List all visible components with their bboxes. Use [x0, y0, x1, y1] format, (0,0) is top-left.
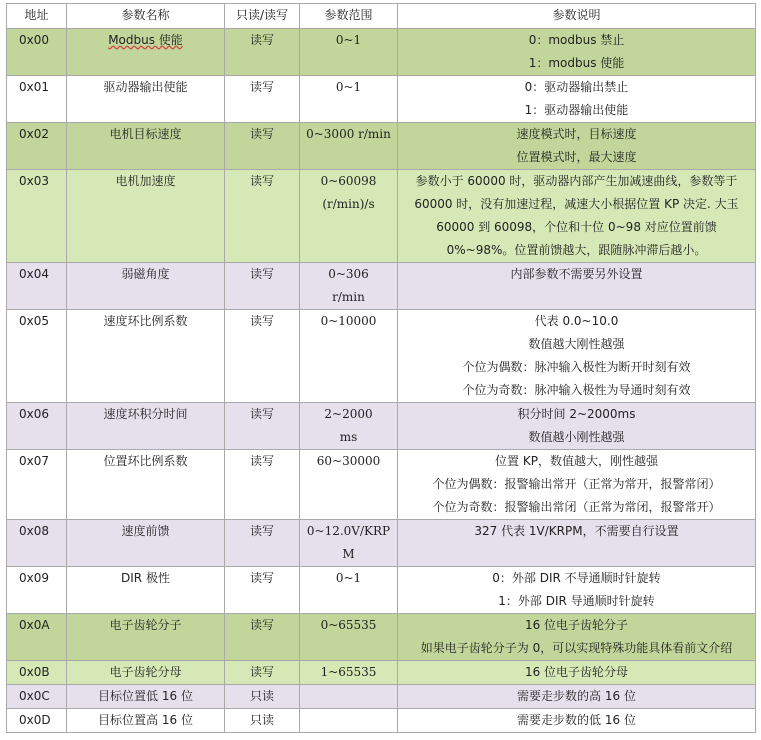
range-line: 0~3000 r/min	[306, 127, 391, 141]
cell-description	[398, 709, 756, 733]
cell-range	[300, 76, 398, 123]
cell-name: 目标位置低 16 位	[67, 685, 225, 709]
range-line: 2~2000	[324, 407, 373, 421]
cell-access: 读写	[225, 263, 300, 310]
range-line: (r/min)/s	[322, 197, 375, 211]
cell-name: 电子齿轮分子	[67, 614, 225, 661]
table-row	[7, 614, 756, 661]
desc-line: 16 位电子齿轮分母	[524, 665, 629, 679]
desc-line: 位置模式时，最大速度	[516, 150, 637, 164]
cell-name: 弱磁角度	[67, 263, 225, 310]
cell-name: 位置环比例系数	[67, 450, 225, 520]
desc-line: 16 位电子齿轮分子	[524, 618, 629, 632]
range-line: 0~12.0V/KRP	[306, 524, 391, 538]
parameter-table	[6, 3, 756, 733]
cell-address: 0x06	[7, 403, 67, 450]
cell-range	[300, 310, 398, 403]
cell-description	[398, 263, 756, 310]
cell-range	[300, 170, 398, 263]
cell-address: 0x09	[7, 567, 67, 614]
cell-description	[398, 520, 756, 567]
desc-line: 1：modbus 使能	[528, 56, 625, 70]
table-row	[7, 661, 756, 685]
cell-description	[398, 310, 756, 403]
cell-address: 0x05	[7, 310, 67, 403]
desc-line: 1：驱动器输出使能	[524, 103, 629, 117]
cell-name: 目标位置高 16 位	[67, 709, 225, 733]
desc-line: 位置 KP，数值越大，刚性越强	[495, 454, 658, 468]
cell-name: 电机目标速度	[67, 123, 225, 170]
cell-address: 0x08	[7, 520, 67, 567]
range-line: 0~10000	[320, 314, 377, 328]
cell-address: 0x03	[7, 170, 67, 263]
desc-line: 个位为奇数：脉冲输入极性为导通时刻有效	[462, 383, 691, 397]
desc-line: 速度模式时，目标速度	[516, 127, 637, 141]
desc-line: 0：外部 DIR 不导通顺时针旋转	[492, 571, 661, 585]
cell-name: 驱动器输出使能	[67, 76, 225, 123]
cell-range	[300, 520, 398, 567]
table-row	[7, 170, 756, 263]
cell-range	[300, 567, 398, 614]
cell-name	[67, 29, 225, 76]
cell-description	[398, 567, 756, 614]
desc-line: 数值越小刚性越强	[528, 430, 625, 444]
desc-line: 1：外部 DIR 导通顺时针旋转	[498, 594, 655, 608]
cell-access: 读写	[225, 29, 300, 76]
range-line: r/min	[332, 290, 365, 304]
table-row	[7, 685, 756, 709]
cell-range	[300, 263, 398, 310]
cell-description	[398, 76, 756, 123]
table-row	[7, 567, 756, 614]
range-line: 0~1	[335, 80, 362, 94]
table-row	[7, 123, 756, 170]
desc-paragraph: 参数小于 60000 时，驱动器内部产生加减速曲线，参数等于 60000 时，没有加速过程，减速大小根据位置 KP 决定. 大玉 60000 到 60098，个位和十位 0~98 对应位置前馈 0%~98%。位置前馈越大，跟随脉冲滞后越小。	[414, 174, 739, 257]
range-line: 0~65535	[320, 618, 377, 632]
range-line: ms	[339, 430, 358, 444]
cell-name: 电子齿轮分母	[67, 661, 225, 685]
desc-line: 个位为偶数：报警输出常开（正常为常开，报警常闭）	[432, 477, 721, 491]
desc-line: 内部参数不需要另外设置	[510, 267, 643, 281]
cell-address: 0x0B	[7, 661, 67, 685]
cell-range	[300, 709, 398, 733]
cell-range	[300, 403, 398, 450]
desc-line: 数值越大刚性越强	[528, 337, 625, 351]
cell-address: 0x04	[7, 263, 67, 310]
cell-description	[398, 450, 756, 520]
cell-address: 0x02	[7, 123, 67, 170]
cell-name: 速度前馈	[67, 520, 225, 567]
cell-access: 只读	[225, 709, 300, 733]
table-row	[7, 310, 756, 403]
cell-description	[398, 170, 756, 263]
cell-range	[300, 450, 398, 520]
desc-line: 0：驱动器输出禁止	[524, 80, 629, 94]
cell-access: 读写	[225, 123, 300, 170]
desc-line: 个位为偶数：脉冲输入极性为断开时刻有效	[462, 360, 691, 374]
header-address: 地址	[7, 4, 67, 29]
header-row	[7, 4, 756, 29]
cell-access: 读写	[225, 403, 300, 450]
table-row	[7, 263, 756, 310]
desc-line: 327 代表 1V/KRPM，不需要自行设置	[474, 524, 679, 538]
header-name: 参数名称	[67, 4, 225, 29]
table-row	[7, 709, 756, 733]
header-range: 参数范围	[300, 4, 398, 29]
range-line: 1~65535	[320, 665, 377, 679]
cell-access: 读写	[225, 76, 300, 123]
header-description: 参数说明	[398, 4, 756, 29]
desc-line: 0：modbus 禁止	[528, 33, 625, 47]
cell-access: 只读	[225, 685, 300, 709]
cell-address: 0x01	[7, 76, 67, 123]
cell-access: 读写	[225, 310, 300, 403]
cell-name: 速度环比例系数	[67, 310, 225, 403]
table-row	[7, 403, 756, 450]
cell-range	[300, 685, 398, 709]
cell-access: 读写	[225, 567, 300, 614]
cell-address: 0x0C	[7, 685, 67, 709]
cell-range	[300, 661, 398, 685]
range-line: 0~60098	[320, 174, 377, 188]
desc-line: 代表 0.0~10.0	[534, 314, 619, 328]
cell-address: 0x0D	[7, 709, 67, 733]
cell-description	[398, 661, 756, 685]
cell-access: 读写	[225, 661, 300, 685]
cell-description	[398, 685, 756, 709]
cell-access: 读写	[225, 450, 300, 520]
cell-description	[398, 403, 756, 450]
range-line: 60~30000	[316, 454, 381, 468]
table-row	[7, 450, 756, 520]
desc-line: 个位为奇数：报警输出常闭（正常为常闭，报警常开）	[432, 500, 721, 514]
cell-address: 0x0A	[7, 614, 67, 661]
range-line: 0~1	[335, 571, 362, 585]
header-access: 只读/读写	[225, 4, 300, 29]
cell-access: 读写	[225, 170, 300, 263]
cell-description	[398, 614, 756, 661]
cell-access: 读写	[225, 520, 300, 567]
table-row	[7, 76, 756, 123]
cell-address: 0x00	[7, 29, 67, 76]
cell-range	[300, 614, 398, 661]
table-row	[7, 520, 756, 567]
cell-access: 读写	[225, 614, 300, 661]
cell-address: 0x07	[7, 450, 67, 520]
cell-name: 电机加速度	[67, 170, 225, 263]
desc-line: 如果电子齿轮分子为 0，可以实现特殊功能具体看前文介绍	[420, 641, 733, 655]
name-text: Modbus 使能	[108, 33, 183, 47]
desc-line: 需要走步数的高 16 位	[517, 689, 636, 703]
cell-range	[300, 123, 398, 170]
cell-description	[398, 29, 756, 76]
cell-name: 速度环积分时间	[67, 403, 225, 450]
cell-range	[300, 29, 398, 76]
cell-description	[398, 123, 756, 170]
table-row	[7, 29, 756, 76]
desc-line: 积分时间 2~2000ms	[517, 407, 636, 421]
range-line: 0~306	[328, 267, 369, 281]
range-line: 0~1	[335, 33, 362, 47]
cell-name: DIR 极性	[67, 567, 225, 614]
desc-line: 需要走步数的低 16 位	[517, 713, 636, 727]
range-line: M	[342, 547, 355, 561]
